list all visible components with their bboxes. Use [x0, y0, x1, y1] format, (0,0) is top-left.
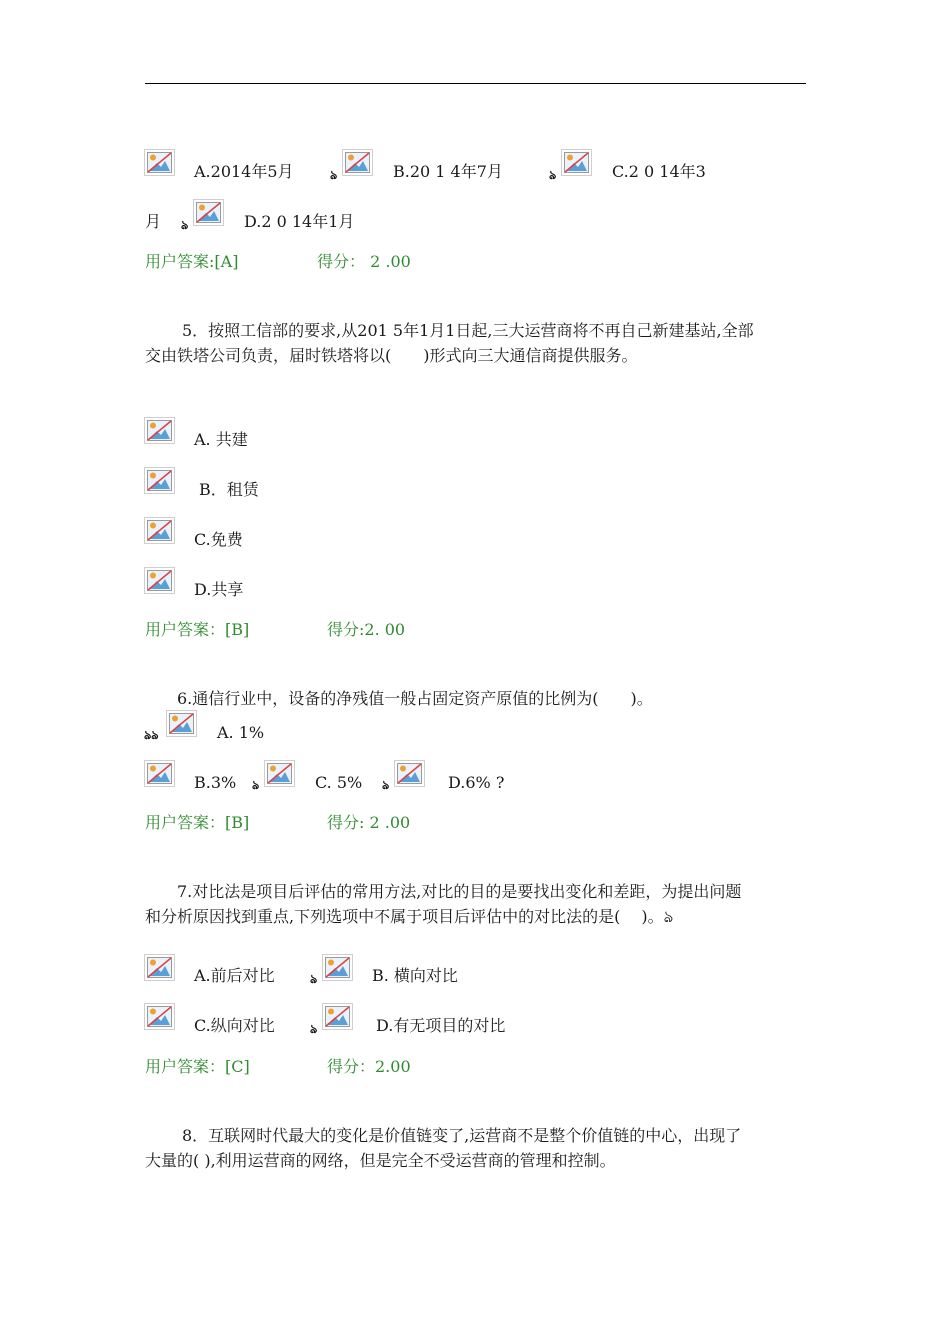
broken-image-icon — [322, 1003, 353, 1030]
user-answer: 用户答案：[B] — [145, 620, 250, 639]
option-b[interactable]: B．租赁 — [199, 480, 259, 499]
mark-glyph: ঌ — [382, 778, 390, 792]
score: 得分： 2 .00 — [317, 252, 411, 271]
score: 得分：2.00 — [327, 1057, 411, 1076]
option-b[interactable]: B.3% — [194, 773, 237, 792]
option-c[interactable]: C. 5% — [315, 773, 363, 792]
mark-glyph: ঌঌ — [144, 728, 159, 742]
option-d[interactable]: D.6% ? — [448, 773, 505, 792]
user-answer: 用户答案：[B] — [145, 813, 250, 832]
score: 得分: 2 .00 — [327, 813, 411, 832]
option-a[interactable]: A.前后对比 — [194, 966, 275, 985]
broken-image-icon — [144, 149, 175, 176]
broken-image-icon — [561, 149, 592, 176]
mark-glyph: ঌ — [549, 168, 557, 182]
header-rule — [145, 83, 806, 84]
question-8: 8．互联网时代最大的变化是价值链变了,运营商不是整个价值链的中心，出现了大量的( ),利用运营商的网络，但是完全不受运营商的管理和控制。 — [145, 1126, 742, 1170]
user-answer: 用户答案：[C] — [145, 1057, 250, 1076]
user-answer: 用户答案:[A] — [145, 252, 239, 271]
broken-image-icon — [144, 954, 175, 981]
broken-image-icon — [394, 760, 425, 787]
broken-image-icon — [342, 149, 373, 176]
question-7: 7.对比法是项目后评估的常用方法,对比的目的是要找出变化和差距，为提出问题和分析原因找到重点,下列选项中不属于项目后评估中的对比法的是( )。ঌ — [145, 882, 742, 926]
mark-glyph: ঌ — [181, 218, 189, 232]
option-a[interactable]: A. 1% — [217, 723, 265, 742]
broken-image-icon — [144, 417, 175, 444]
broken-image-icon — [144, 517, 175, 544]
option-c[interactable]: C.纵向对比 — [194, 1016, 275, 1035]
question-5: 5．按照工信部的要求,从201 5年1月1日起,三大运营商将不再自己新建基站,全部交由铁塔公司负责，届时铁塔将以( )形式向三大通信商提供服务。 — [145, 321, 754, 365]
score: 得分:2. 00 — [327, 620, 406, 639]
broken-image-icon — [144, 760, 175, 787]
broken-image-icon — [144, 567, 175, 594]
option-d[interactable]: D.共享 — [194, 580, 244, 599]
broken-image-icon — [193, 199, 224, 226]
mark-glyph: ঌ — [310, 972, 318, 986]
option-c[interactable]: C.免费 — [194, 530, 243, 549]
option-a[interactable]: A. 共建 — [194, 430, 248, 449]
option-d[interactable]: D.有无项目的对比 — [376, 1016, 506, 1035]
option-a[interactable]: A.2014年5月 — [194, 162, 294, 181]
option-d[interactable]: D.2 0 14年1月 — [244, 212, 355, 231]
option-b[interactable]: B. 横向对比 — [372, 966, 458, 985]
broken-image-icon — [166, 710, 197, 737]
broken-image-icon — [144, 1003, 175, 1030]
broken-image-icon — [264, 760, 295, 787]
option-c-continued[interactable]: 月 — [145, 212, 162, 231]
mark-glyph: ঌ — [330, 168, 338, 182]
question-6: 6.通信行业中，设备的净残值一般占固定资产原值的比例为( )。 — [177, 689, 653, 708]
option-b[interactable]: B.20 1 4年7月 — [393, 162, 503, 181]
option-c[interactable]: C.2 0 14年3 — [612, 162, 706, 181]
mark-glyph: ঌ — [310, 1022, 318, 1036]
broken-image-icon — [322, 954, 353, 981]
broken-image-icon — [144, 467, 175, 494]
mark-glyph: ঌ — [252, 778, 260, 792]
